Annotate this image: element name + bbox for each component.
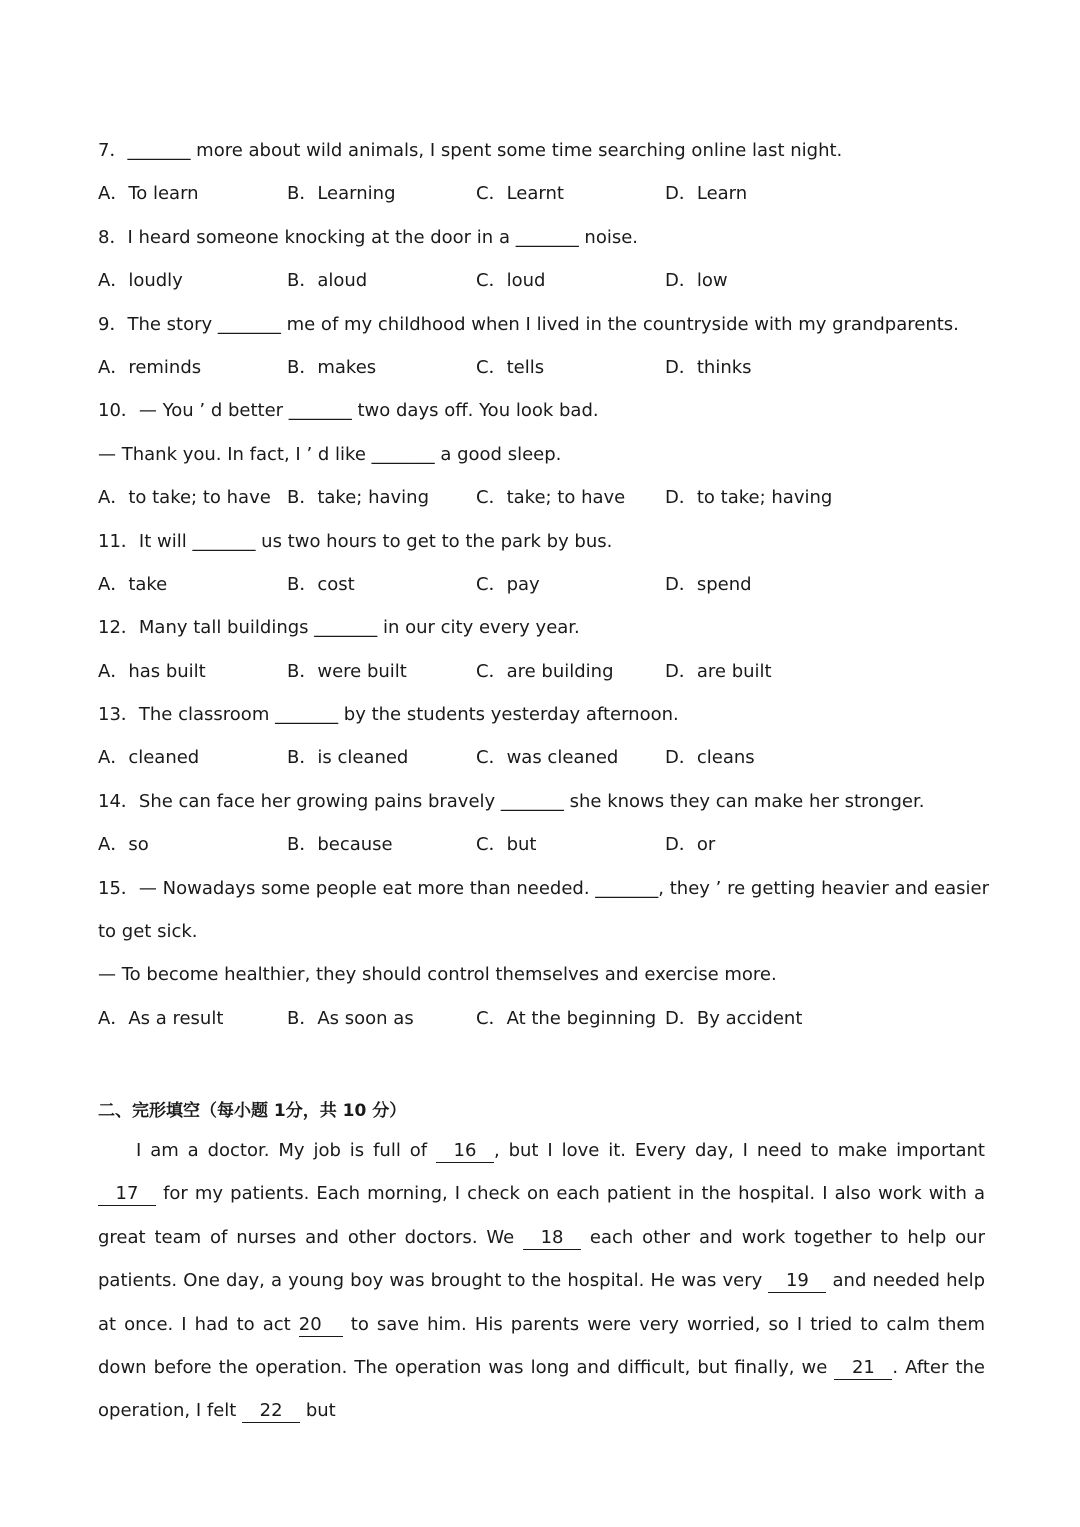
blank-21: 21: [834, 1357, 892, 1380]
options-row-12: [98, 654, 998, 697]
question-line-15: — To become healthier, they should control themselves and exercise more.: [98, 964, 777, 986]
question-stem-11: 11．It will _______ us two hours to get to the park by bus.: [98, 530, 613, 552]
question-stem-13: 13．The classroom _______ by the students yesterday afternoon.: [98, 704, 679, 726]
option-a-15: A．As a result: [98, 1007, 224, 1029]
passage-text: but: [300, 1400, 336, 1422]
blank-22: 22: [242, 1400, 300, 1423]
options-row-9: [98, 350, 998, 393]
options-row-7: [98, 176, 998, 219]
option-c-8: C．loud: [476, 270, 546, 292]
question-line-10: — Thank you. In fact, I ’ d like _______ a good sleep.: [98, 443, 562, 465]
passage-text: . After the operation, I felt: [98, 1357, 986, 1422]
passage-text: and needed help at once. I had to act: [98, 1270, 986, 1335]
option-b-14: B．because: [287, 834, 393, 856]
question-stem-15: 15．— Nowadays some people eat more than needed. _______, they ’ re getting heavier and easier: [98, 877, 989, 899]
question-list: [98, 133, 998, 1044]
blank-17: 17: [98, 1183, 156, 1206]
question-stem-10: 10．— You ’ d better _______ two days off. You look bad.: [98, 400, 599, 422]
option-c-11: C．pay: [476, 573, 540, 595]
blank-18: 18: [523, 1227, 581, 1250]
option-c-10: C．take; to have: [476, 487, 626, 509]
option-a-8: A．loudly: [98, 270, 183, 292]
cloze-passage: [98, 1129, 985, 1433]
option-d-12: D．are built: [665, 660, 772, 682]
option-c-13: C．was cleaned: [476, 747, 619, 769]
blank-19: 19: [768, 1270, 826, 1293]
options-row-13: [98, 740, 998, 783]
passage-text: for my patients. Each morning, I check on each patient in the hospital. I also work with a great team of nurses and other doctors. We: [98, 1183, 985, 1248]
option-d-7: D．Learn: [665, 183, 748, 205]
option-b-12: B．were built: [287, 660, 407, 682]
options-row-15: [98, 1001, 998, 1044]
question-stem-12: 12．Many tall buildings _______ in our city every year.: [98, 617, 580, 639]
blank-20: 20: [299, 1314, 343, 1337]
option-c-9: C．tells: [476, 356, 545, 378]
option-a-12: A．has built: [98, 660, 206, 682]
question-stem-9: 9．The story _______ me of my childhood when I lived in the countryside with my grandparents.: [98, 313, 959, 335]
options-row-10: [98, 480, 998, 523]
question-line-15: to get sick.: [98, 921, 198, 943]
options-row-14: [98, 827, 998, 870]
option-a-11: A．take: [98, 573, 168, 595]
option-a-13: A．cleaned: [98, 747, 200, 769]
option-a-7: A．To learn: [98, 183, 199, 205]
option-b-11: B．cost: [287, 573, 355, 595]
option-b-8: B．aloud: [287, 270, 368, 292]
option-a-10: A．to take; to have: [98, 487, 271, 509]
option-d-13: D．cleans: [665, 747, 755, 769]
option-d-11: D．spend: [665, 573, 752, 595]
option-b-7: B．Learning: [287, 183, 396, 205]
question-stem-7: 7．_______ more about wild animals, I spent some time searching online last night.: [98, 140, 843, 161]
option-d-14: D．or: [665, 834, 716, 856]
option-d-8: D．low: [665, 270, 728, 292]
option-b-10: B．take; having: [287, 487, 430, 509]
option-d-10: D．to take; having: [665, 487, 833, 509]
passage-text: I am a doctor. My job is full of: [136, 1140, 436, 1161]
option-b-9: B．makes: [287, 356, 377, 378]
option-b-15: B．As soon as: [287, 1007, 414, 1029]
blank-16: 16: [436, 1140, 494, 1163]
option-d-15: D．By accident: [665, 1007, 803, 1029]
option-c-14: C．but: [476, 834, 537, 856]
passage-text: , but I love it. Every day, I need to make important: [493, 1140, 985, 1161]
option-c-12: C．are building: [476, 660, 614, 682]
option-b-13: B．is cleaned: [287, 747, 409, 769]
option-a-9: A．reminds: [98, 356, 202, 378]
question-stem-14: 14．She can face her growing pains bravely _______ she knows they can make her stronger.: [98, 790, 925, 812]
option-d-9: D．thinks: [665, 356, 752, 378]
options-row-11: [98, 567, 998, 610]
passage-text: each other and work together to help our patients. One day, a young boy was brought to the hospital. He was very: [98, 1226, 985, 1292]
option-c-15: C．At the beginning: [476, 1007, 657, 1029]
passage-text: to save him. His parents were very worried, so I tried to calm them down before the operation. The operation was long and difficult, but finally, we: [98, 1313, 985, 1379]
option-c-7: C．Learnt: [476, 183, 564, 205]
question-stem-8: 8．I heard someone knocking at the door in a _______ noise.: [98, 226, 639, 248]
options-row-8: [98, 263, 998, 306]
section-title: 二、完形填空（每小题 1分，共 10 分）: [98, 1101, 407, 1121]
option-a-14: A．so: [98, 834, 149, 856]
